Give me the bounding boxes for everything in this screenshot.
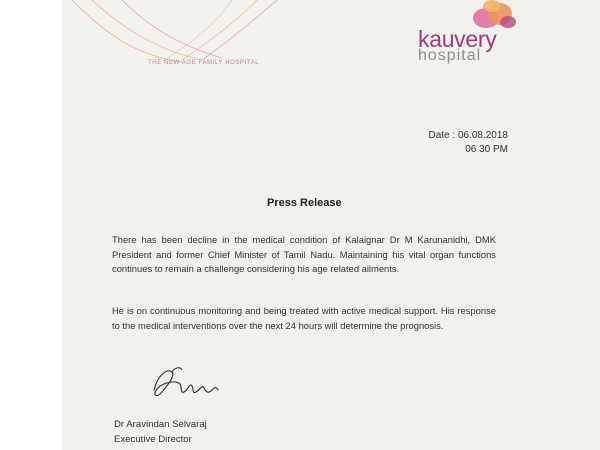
logo-wordmark: kauvery xyxy=(418,26,497,52)
letterhead-tagline: THE NEW AGE FAMILY HOSPITAL xyxy=(148,60,260,66)
paragraph-2: He is on continuous monitoring and being treated with active medical support. His response to the medical interventions over the next 24 hours will determine the prognosis. xyxy=(112,305,496,331)
signatory-block xyxy=(114,417,207,447)
margin-background xyxy=(0,0,62,450)
paragraph-1: There has been decline in the medical condition of Kalaignar Dr M Karunanidhi, DMK President and former Chief Minister of Tamil Nadu. Maintaining his vital organ functions continues to remain a challenge considering his age related ailments. xyxy=(112,234,496,274)
date-text: Date : 06.08.2018 xyxy=(428,130,508,141)
signatory-designation: Executive Director xyxy=(114,434,192,445)
time-text: 06 30 PM xyxy=(465,144,508,155)
decorative-swirl-lines xyxy=(62,0,302,80)
letter-page xyxy=(62,0,600,450)
signatory-name: Dr Aravindan Selvaraj xyxy=(114,419,207,430)
date-block xyxy=(428,129,508,157)
document-title: Press Release xyxy=(267,197,342,209)
signature-image xyxy=(146,364,236,400)
logo-subtitle: hospital xyxy=(418,47,482,64)
